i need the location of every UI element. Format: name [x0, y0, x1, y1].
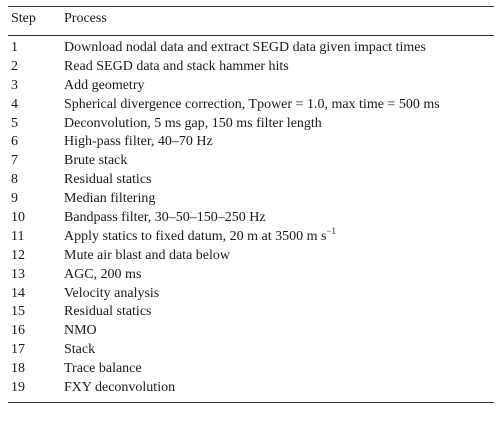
step-number: 8	[11, 172, 18, 188]
step-number: 4	[11, 96, 18, 112]
table-row	[8, 303, 494, 322]
table-row	[8, 58, 494, 77]
process-description	[64, 171, 494, 190]
table-row	[8, 341, 494, 360]
process-description	[64, 341, 494, 360]
process-description	[64, 225, 494, 247]
step-number: 15	[11, 304, 25, 320]
table-row	[8, 322, 494, 341]
process-description	[64, 322, 494, 341]
process-text: Median filtering	[64, 191, 156, 207]
process-description	[64, 303, 494, 322]
step-number: 7	[11, 153, 18, 169]
table-row	[8, 152, 494, 171]
process-text: Stack	[64, 342, 96, 358]
table-row	[8, 133, 494, 152]
step-number: 17	[11, 342, 25, 358]
process-description	[64, 58, 494, 77]
process-description	[64, 247, 494, 266]
process-text: FXY deconvolution	[64, 380, 176, 396]
header-process: Process	[64, 11, 107, 26]
step-number: 19	[11, 380, 25, 396]
process-text: Mute air blast and data below	[64, 247, 231, 263]
step-number: 3	[11, 77, 18, 93]
table-row	[8, 285, 494, 304]
unit-superscript: −1	[326, 225, 337, 236]
process-text: Read SEGD data and stack hammer hits	[64, 58, 289, 74]
step-number: 12	[11, 247, 25, 263]
table-row	[8, 39, 494, 58]
step-number: 2	[11, 58, 18, 74]
table-row	[8, 379, 494, 398]
process-description	[64, 77, 494, 96]
process-text: NMO	[64, 323, 97, 339]
process-text: Bandpass filter, 30–50–150–250 Hz	[64, 210, 266, 226]
process-description	[64, 39, 494, 58]
table-row	[8, 190, 494, 209]
table-row	[8, 209, 494, 228]
process-text: Download nodal data and extract SEGD data given impact times	[64, 40, 426, 55]
process-text: Trace balance	[64, 361, 142, 377]
process-description	[64, 266, 494, 285]
process-text: Apply statics to fixed datum, 20 m at 3500 m s	[64, 228, 327, 244]
table-row	[8, 96, 494, 115]
table-bottom-rule	[8, 402, 494, 403]
step-number: 10	[11, 210, 25, 226]
step-number: 13	[11, 266, 25, 282]
step-number: 11	[11, 228, 25, 244]
process-text: High-pass filter, 40–70 Hz	[64, 134, 213, 150]
process-text: Deconvolution, 5 ms gap, 150 ms filter length	[64, 115, 322, 131]
process-description	[64, 190, 494, 209]
step-number: 18	[11, 361, 25, 377]
process-description	[64, 209, 494, 228]
table-row	[8, 225, 494, 247]
process-description	[64, 133, 494, 152]
step-number: 5	[11, 115, 18, 131]
process-description	[64, 379, 494, 398]
step-number: 9	[11, 191, 18, 207]
process-text: Brute stack	[64, 153, 128, 169]
process-description	[64, 96, 494, 115]
header-step: Step	[11, 11, 36, 26]
process-text: Residual statics	[64, 304, 152, 320]
step-number: 16	[11, 323, 25, 339]
process-text: Spherical divergence correction, Tpower = 1.0, max time = 500 ms	[64, 96, 440, 112]
process-description	[64, 285, 494, 304]
process-text: Add geometry	[64, 77, 145, 93]
table-row	[8, 77, 494, 96]
table-header-row	[8, 7, 494, 31]
processing-steps-table	[8, 6, 494, 403]
table-row	[8, 360, 494, 379]
process-description	[64, 115, 494, 134]
table-body	[8, 36, 494, 398]
step-number: 6	[11, 134, 18, 150]
table-row	[8, 266, 494, 285]
process-text: Residual statics	[64, 172, 152, 188]
table-row	[8, 247, 494, 266]
process-text: Velocity analysis	[64, 285, 160, 301]
step-number: 14	[11, 285, 25, 301]
process-description	[64, 152, 494, 171]
table-row	[8, 171, 494, 190]
step-number: 1	[11, 40, 18, 55]
process-text: AGC, 200 ms	[64, 266, 142, 282]
process-description	[64, 360, 494, 379]
table-row	[8, 115, 494, 134]
